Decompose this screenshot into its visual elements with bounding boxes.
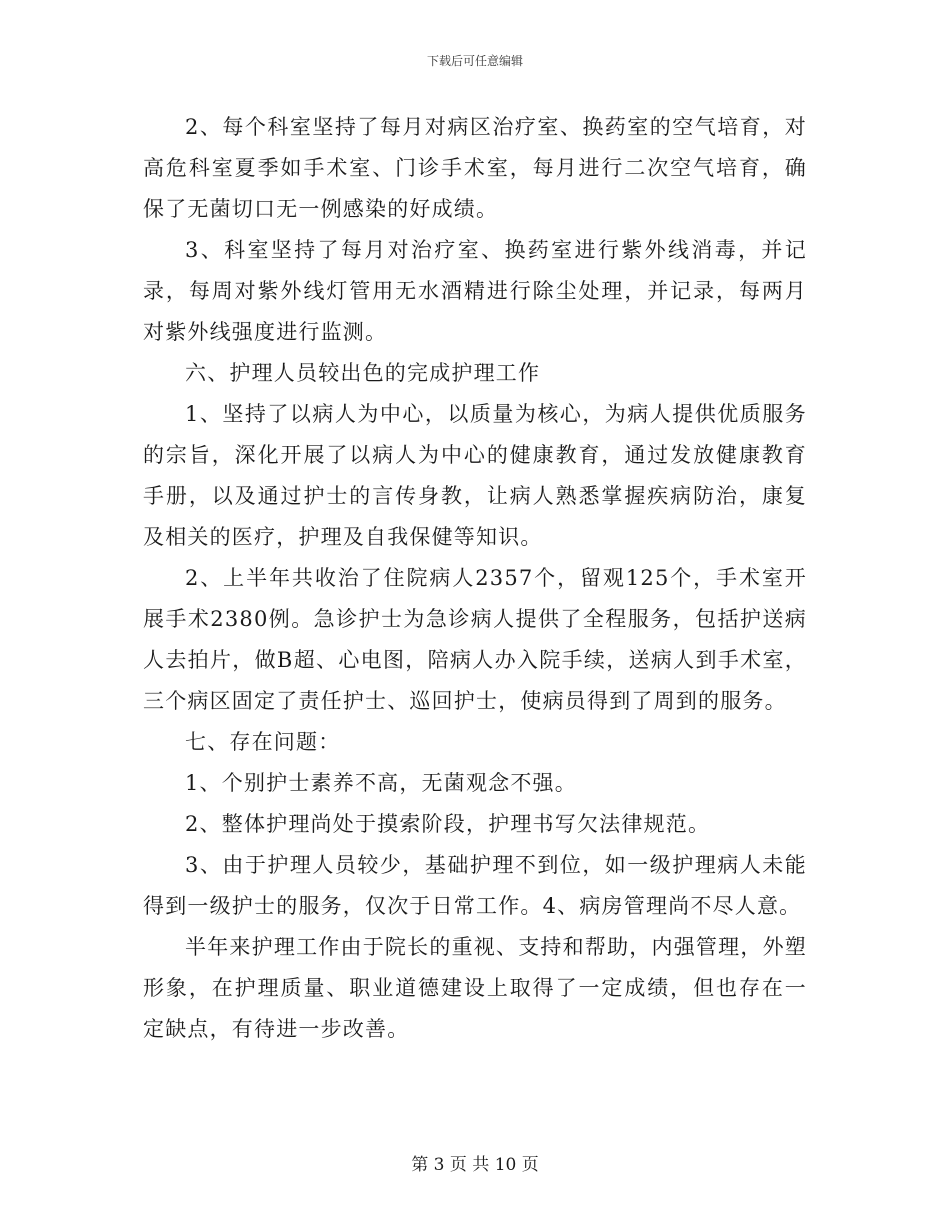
paragraph-problem-3-4: 3、由于护理人员较少，基础护理不到位，如一级护理病人未能得到一级护士的服务，仅次于日常工作。4、病房管理尚不尽人意。: [143, 853, 807, 918]
paragraph-uv-disinfection: 3、科室坚持了每月对治疗室、换药室进行紫外线消毒，并记录，每周对紫外线灯管用无水酒精进行除尘处理，并记录，每两月对紫外线强度进行监测。: [143, 238, 807, 344]
section-heading-nursing-work: 六、护理人员较出色的完成护理工作: [185, 361, 541, 385]
paragraph-summary: 半年来护理工作由于院长的重视、支持和帮助，内强管理，外塑形象，在护理质量、职业道德建设上取得了一定成绩，但也存在一定缺点，有待进一步改善。: [143, 935, 807, 1041]
paragraph-admissions-stats: 2、上半年共收治了住院病人2357个，留观125个，手术室开展手术2380例。急诊护士为急诊病人提供了全程服务，包括护送病人去拍片，做B超、心电图，陪病人办入院手续，送病人到手术室，三个病区固定了责任护士、巡回护士，使病员得到了周到的服务。: [143, 566, 807, 713]
section-heading-problems: 七、存在问题：: [185, 730, 341, 754]
paragraph-patient-centered: 1、坚持了以病人为中心，以质量为核心，为病人提供优质服务的宗旨，深化开展了以病人为中心的健康教育，通过发放健康教育手册，以及通过护士的言传身教，让病人熟悉掌握疾病防治，康复及相关的医疗，护理及自我保健等知识。: [143, 402, 807, 549]
page-header-note: 下载后可任意编辑: [426, 54, 523, 68]
paragraph-air-culture: 2、每个科室坚持了每月对病区治疗室、换药室的空气培育，对高危科室夏季如手术室、门诊手术室，每月进行二次空气培育，确保了无菌切口无一例感染的好成绩。: [143, 115, 807, 221]
document-body: [143, 107, 807, 1050]
paragraph-problem-1: 1、个别护士素养不高，无菌观念不强。: [185, 771, 577, 795]
paragraph-problem-2: 2、整体护理尚处于摸索阶段，护理书写欠法律规范。: [185, 812, 711, 836]
page-number-footer: 第 3 页 共 10 页: [411, 1155, 539, 1175]
